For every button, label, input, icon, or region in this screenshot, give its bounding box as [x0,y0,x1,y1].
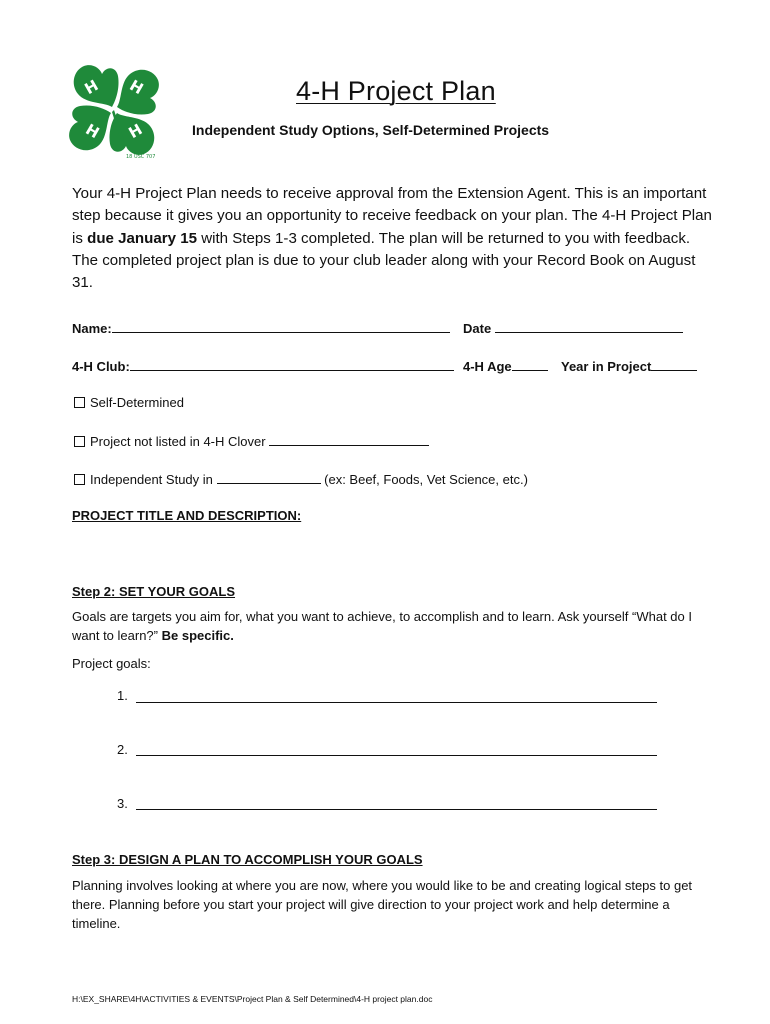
step2-heading: Step 2: SET YOUR GOALS [72,584,236,599]
project-title-heading: PROJECT TITLE AND DESCRIPTION: [72,508,302,523]
intro-text-1: Your 4-H Project Plan needs to receive approval from the Extension Agent. This is an important step because it gives you an opportunity to receive feedback on your plan. The 4-H Project Plan is [72,185,712,247]
goal-line-1[interactable] [136,702,657,703]
svg-text:H: H [81,76,102,99]
goal-number-3: 3. [117,796,128,811]
option-independent-study[interactable] [74,470,528,487]
club-field[interactable] [130,357,454,371]
footer-file-path: H:\EX_SHARE\4H\ACTIVITIES & EVENTS\Project Plan & Self Determined\4-H project plan.doc [72,994,433,1004]
step3-text: Planning involves looking at where you are now, where you would like to be and creating logical steps to get there. Planning before you start your project will give direction to your project work and help determine a timeline. [72,878,693,931]
goal-number-1: 1. [117,688,128,703]
name-field[interactable] [112,319,450,333]
project-goals-label: Project goals: [72,656,151,671]
page-title: 4-H Project Plan [296,76,496,106]
step2-text [72,607,712,645]
intro-paragraph [72,183,712,294]
date-label: Date [463,321,492,336]
option-not-listed[interactable] [74,432,429,449]
page-subtitle: Independent Study Options, Self-Determined Projects [192,122,550,138]
svg-text:H: H [126,76,147,99]
age-row [463,357,548,374]
step3-heading: Step 3: DESIGN A PLAN TO ACCOMPLISH YOUR GOALS [72,852,423,867]
checkbox-icon[interactable] [74,397,85,408]
checkbox-icon[interactable] [74,474,85,485]
svg-text:18 USC 707: 18 USC 707 [126,154,156,160]
4h-clover-logo [64,60,164,160]
year-row [561,357,697,374]
year-field[interactable] [651,357,697,371]
goal-line-3[interactable] [136,809,657,810]
not-listed-field[interactable] [269,432,429,446]
date-field[interactable] [495,319,683,333]
age-field[interactable] [512,357,548,371]
svg-text:H: H [82,120,103,143]
independent-field[interactable] [217,470,321,484]
intro-due-date: due January 15 [87,229,197,247]
goal-number-2: 2. [117,742,128,757]
svg-text:H: H [125,120,146,143]
step2-text-part: Goals are targets you aim for, what you want to achieve, to accomplish and to learn. Ask yourself “What do I want to learn?” [72,609,692,643]
club-label: 4-H Club: [72,359,130,374]
option-label: Independent Study in [90,472,213,487]
option-label: Self-Determined [90,395,184,410]
option-self-determined[interactable] [74,395,184,410]
date-row [463,319,683,336]
year-label: Year in Project [561,359,652,374]
age-label: 4-H Age [463,359,512,374]
intro-text-2: with Steps 1-3 completed. The plan will be returned to you with feedback. The completed project plan is due to your club leader along with your Record Book on August 31. [72,229,696,292]
checkbox-icon[interactable] [74,436,85,447]
option-label: Project not listed in 4-H Clover [90,434,266,449]
step2-text-bold: Be specific. [161,628,234,643]
name-label: Name: [72,321,112,336]
independent-example: (ex: Beef, Foods, Vet Science, etc.) [324,472,528,487]
club-row [72,357,454,374]
name-row [72,319,450,336]
goal-line-2[interactable] [136,755,657,756]
